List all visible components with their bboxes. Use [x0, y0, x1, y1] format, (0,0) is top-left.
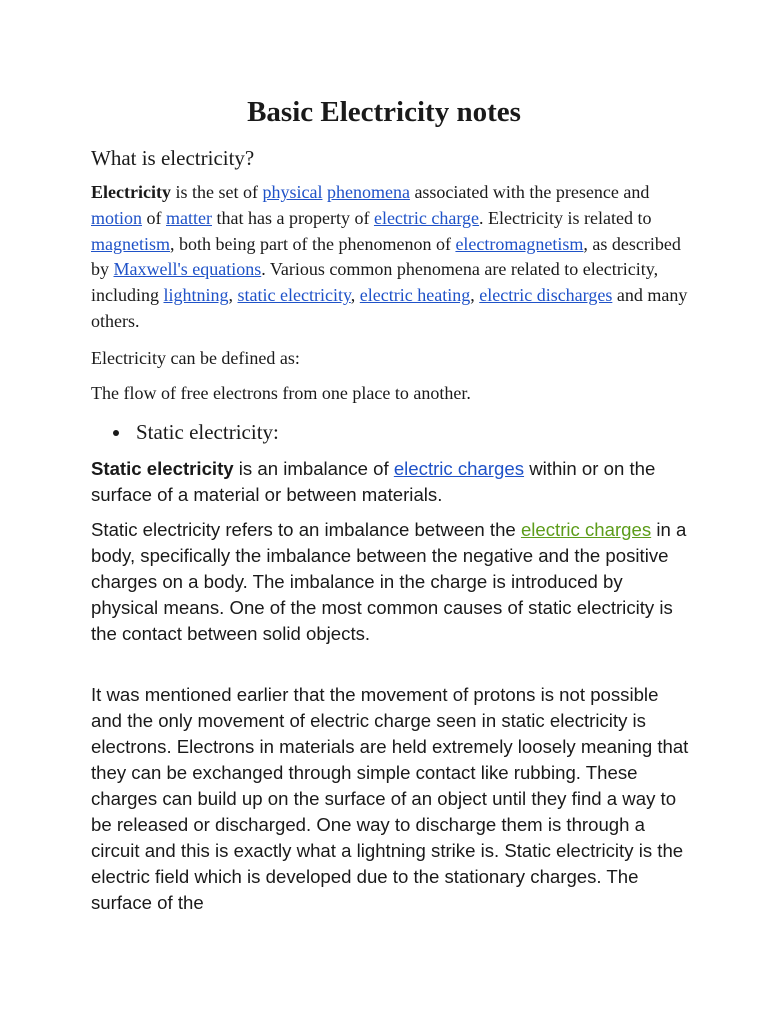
page-title: Basic Electricity notes — [247, 96, 521, 128]
term-static-electricity: Static electricity — [91, 458, 234, 479]
definition-intro: Electricity can be defined as: — [91, 348, 300, 368]
bullet-dot-icon — [113, 430, 119, 436]
text-span: , — [470, 285, 480, 306]
link-electric-heating[interactable]: electric heating — [359, 285, 471, 306]
text-span: in a body, specifically the imbalance between the negative and the positive charges on a body. The imbalance in the charge is introduced by physical means. One of the most common causes of static electricity is the contact between solid objects. — [91, 519, 687, 644]
link-matter[interactable]: matter — [166, 207, 212, 228]
static-definition-paragraph — [91, 456, 691, 508]
text-span: , — [350, 285, 360, 306]
link-maxwells-equations[interactable]: Maxwell's equations — [113, 259, 262, 280]
text-span: within or on the surface of a material or between materials. — [91, 458, 656, 505]
static-discharge-paragraph: It was mentioned earlier that the movement of protons is not possible and the only movement of electric charge seen in static electricity is electrons. Electrons in materials are held extremely loosely meaning that they can be exchanged through simple contact like rubbing. These charges can build up on the surface of an object until they find a way to be released or discharged. One way to discharge them is through a circuit and this is exactly what a lightning strike is. Static electricity is the electric field which is developed due to the stationary charges. The surface of the — [91, 684, 689, 913]
link-electromagnetism[interactable]: electromagnetism — [455, 233, 584, 254]
text-span: that has a property of — [212, 207, 374, 228]
text-span: of — [142, 207, 167, 228]
section-heading: What is electricity? — [91, 146, 255, 170]
text-span: , — [228, 285, 238, 306]
text-span: is the set of — [170, 182, 263, 202]
text-span: and many others. — [91, 285, 688, 331]
text-span: associated with the presence and — [409, 182, 650, 202]
link-static-electricity[interactable]: static electricity — [237, 285, 351, 306]
text-span: , as described by — [91, 233, 681, 280]
text-span: is an imbalance of — [233, 458, 394, 479]
link-electric-charges-green[interactable]: electric charges — [520, 519, 652, 540]
link-electric-charges[interactable]: electric charges — [393, 458, 525, 479]
intro-paragraph — [91, 180, 691, 335]
text-span: . Various common phenomena are related to electricity, including — [91, 259, 659, 306]
link-physical[interactable]: physical — [262, 182, 323, 202]
link-phenomena[interactable]: phenomena — [326, 182, 410, 202]
link-electric-charge[interactable]: electric charge — [373, 207, 480, 228]
text-span: . Electricity is related to — [479, 207, 652, 228]
link-lightning[interactable]: lightning — [163, 285, 229, 306]
static-imbalance-paragraph — [91, 517, 691, 647]
link-electric-discharges[interactable]: electric discharges — [479, 285, 613, 306]
text-span: , both being part of the phenomenon of — [170, 233, 456, 254]
text-span: Static electricity refers to an imbalance between the — [91, 519, 521, 540]
bullet-item — [113, 418, 279, 446]
definition-text: The flow of free electrons from one place to another. — [91, 383, 471, 403]
term-electricity: Electricity — [91, 182, 171, 202]
bullet-label: Static electricity: — [136, 420, 279, 444]
link-magnetism[interactable]: magnetism — [91, 233, 170, 254]
link-motion[interactable]: motion — [91, 207, 143, 228]
